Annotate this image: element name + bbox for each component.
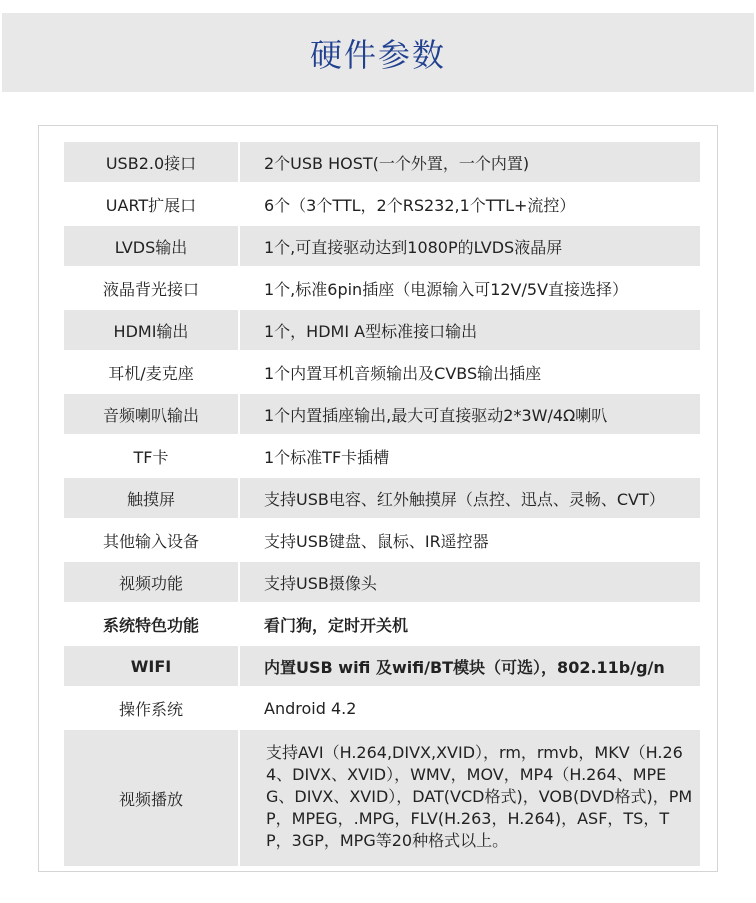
spec-value: 看门狗，定时开关机 bbox=[264, 615, 409, 635]
spec-label: UART扩展口 bbox=[105, 195, 197, 215]
spec-table bbox=[64, 142, 700, 868]
spec-row-backlight bbox=[64, 268, 700, 308]
spec-value: 支持USB键盘、鼠标、IR遥控器 bbox=[264, 531, 489, 551]
spec-row-playback bbox=[64, 730, 700, 866]
spec-label: 操作系统 bbox=[118, 699, 183, 719]
spec-label: 触摸屏 bbox=[64, 478, 238, 518]
spec-value: 1个标准TF卡插槽 bbox=[264, 447, 390, 467]
spec-label: HDMI输出 bbox=[64, 310, 238, 350]
spec-row-video bbox=[64, 562, 700, 602]
spec-row-system bbox=[64, 604, 700, 644]
spec-value: 1个内置插座输出,最大可直接驱动2*3W/4Ω喇叭 bbox=[240, 394, 700, 434]
spec-row-input bbox=[64, 520, 700, 560]
spec-value: 1个，HDMI A型标准接口输出 bbox=[240, 310, 700, 350]
spec-label: 其他输入设备 bbox=[102, 531, 199, 551]
spec-value: 支持USB电容、红外触摸屏（点控、迅点、灵畅、CVT） bbox=[240, 478, 700, 518]
spec-value: 2个USB HOST(一个外置，一个内置) bbox=[240, 142, 700, 182]
spec-label: WIFI bbox=[64, 646, 238, 686]
spec-value: 内置USB wifi 及wifi/BT模块（可选），802.11b/g/n bbox=[240, 646, 700, 686]
spec-row-hdmi bbox=[64, 310, 700, 350]
spec-label: 音频喇叭输出 bbox=[64, 394, 238, 434]
spec-label: 耳机/麦克座 bbox=[108, 363, 194, 383]
spec-row-uart bbox=[64, 184, 700, 224]
spec-label: 系统特色功能 bbox=[102, 615, 199, 635]
spec-label: 视频功能 bbox=[64, 562, 238, 602]
spec-row-lvds bbox=[64, 226, 700, 266]
spec-row-os bbox=[64, 688, 700, 728]
spec-label: 视频播放 bbox=[64, 730, 238, 866]
spec-value: 1个,可直接驱动达到1080P的LVDS液晶屏 bbox=[240, 226, 700, 266]
spec-label: USB2.0接口 bbox=[64, 142, 238, 182]
spec-row-touch bbox=[64, 478, 700, 518]
page-title: 硬件参数 bbox=[309, 35, 446, 74]
spec-label: 液晶背光接口 bbox=[102, 279, 199, 299]
spec-value: 1个内置耳机音频输出及CVBS输出插座 bbox=[264, 363, 542, 383]
spec-value: 支持AVI（H.264,DIVX,XVID），rm，rmvb，MKV（H.264、DIVX、XVID），WMV，MOV，MP4（H.264、MPEG、DIVX、XVID），DAT(VCD格式)，VOB(DVD格式)，PMP，MPEG，.MPG，FLV(H.263，H.264)，ASF，TS，TP，3GP，MPG等20种格式以上。 bbox=[240, 730, 700, 866]
spec-value: 6个（3个TTL，2个RS232,1个TTL+流控） bbox=[264, 195, 576, 215]
spec-value: 1个,标准6pin插座（电源输入可12V/5V直接选择） bbox=[264, 279, 629, 299]
spec-label: TF卡 bbox=[133, 447, 169, 467]
spec-row-headphone bbox=[64, 352, 700, 392]
spec-value: 支持USB摄像头 bbox=[240, 562, 700, 602]
spec-row-tf bbox=[64, 436, 700, 476]
spec-row-wifi bbox=[64, 646, 700, 686]
spec-row-usb bbox=[64, 142, 700, 182]
spec-value: Android 4.2 bbox=[264, 698, 357, 718]
spec-row-speaker bbox=[64, 394, 700, 434]
spec-label: LVDS输出 bbox=[64, 226, 238, 266]
page-header bbox=[2, 13, 754, 92]
